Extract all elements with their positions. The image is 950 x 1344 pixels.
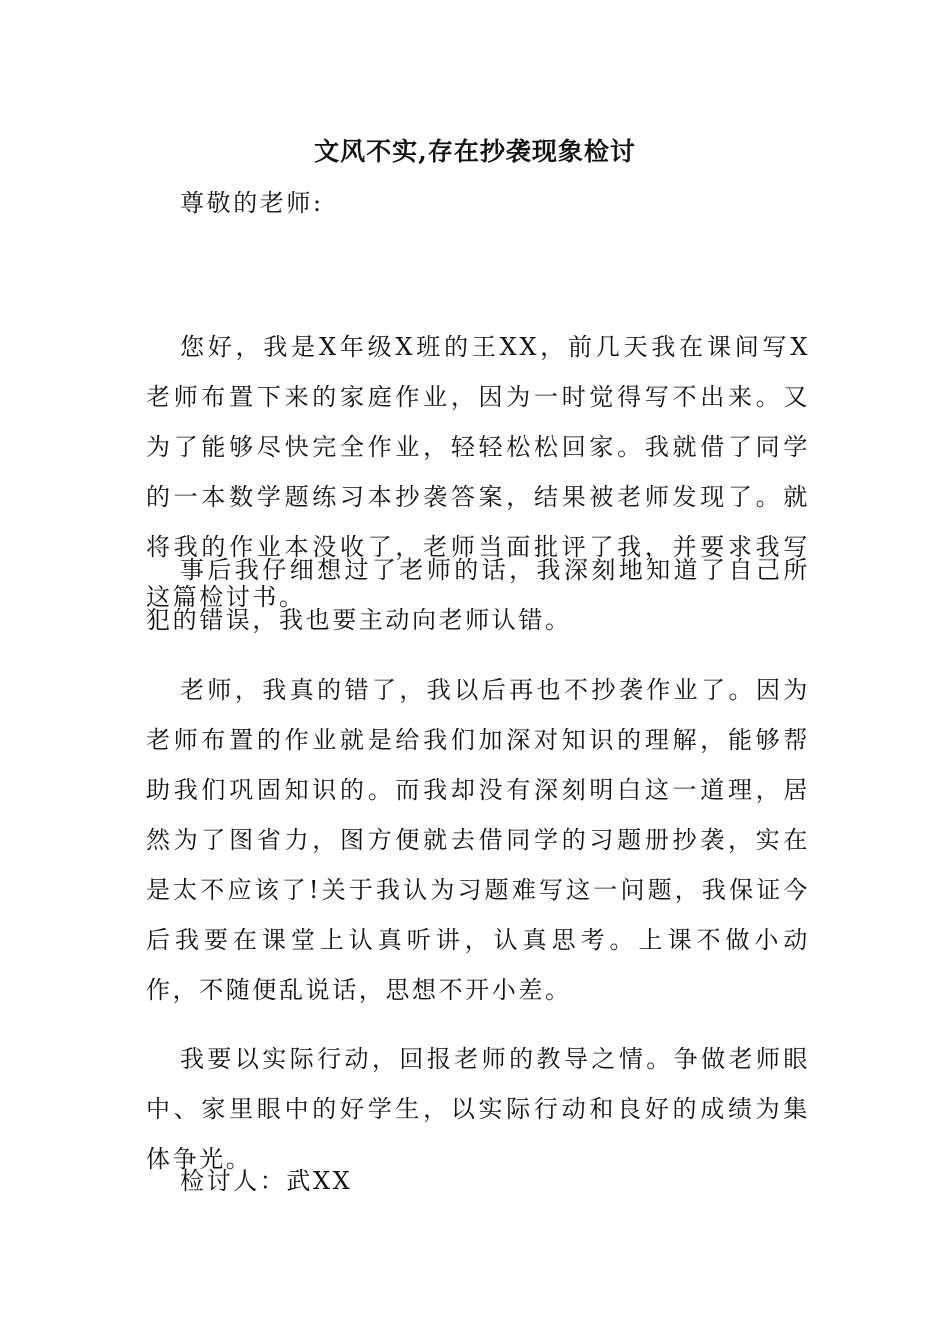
paragraph-2: 事后我仔细想过了老师的话，我深刻地知道了自己所犯的错误，我也要主动向老师认错。 bbox=[146, 556, 810, 634]
paragraph-4: 我要以实际行动，回报老师的教导之情。争做老师眼中、家里眼中的好学生，以实际行动和良好的成绩为集体争光。 bbox=[146, 1045, 810, 1173]
salutation: 尊敬的老师: bbox=[180, 189, 324, 217]
signature: 检讨人：武XX bbox=[180, 1167, 353, 1195]
paragraph-3: 老师，我真的错了，我以后再也不抄袭作业了。因为老师布置的作业就是给我们加深对知识的理解，能够帮助我们巩固知识的。而我却没有深刻明白这一道理，居然为了图省力，图方便就去借同学的习题册抄袭，实在是太不应该了!关于我认为习题难写这一问题，我保证今后我要在课堂上认真听讲，认真思考。上课不做小动作，不随便乱说话，思想不开小差。 bbox=[146, 676, 810, 1004]
document-title: 文风不实,存在抄袭现象检讨 bbox=[314, 137, 636, 166]
paragraph-1: 您好，我是X年级X班的王XX，前几天我在课间写X老师布置下来的家庭作业，因为一时觉得写不出来。又为了能够尽快完全作业，轻轻松松回家。我就借了同学的一本数学题练习本抄袭答案，结果被老师发现了。就将我的作业本没收了，老师当面批评了我，并要求我写这篇检讨书。 bbox=[146, 333, 810, 611]
